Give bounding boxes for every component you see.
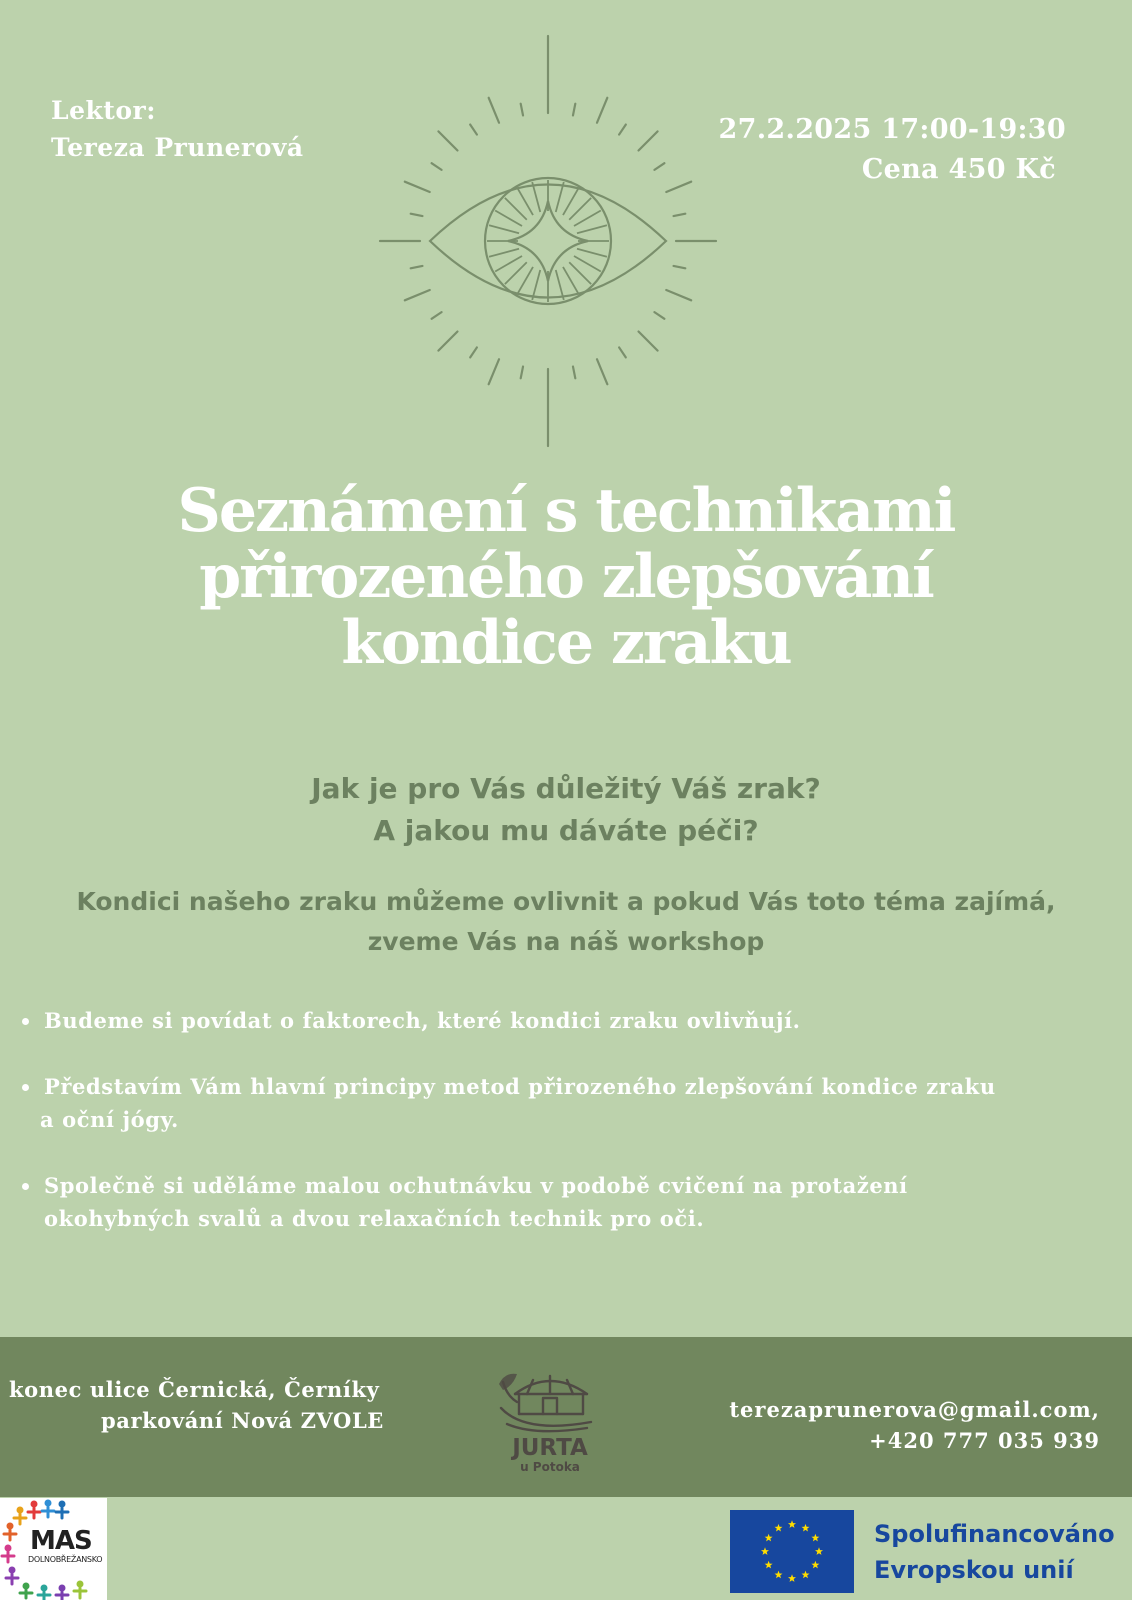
iris-ray bbox=[518, 267, 534, 294]
iris-ray bbox=[556, 270, 564, 300]
eye-ray bbox=[411, 266, 423, 268]
eye-ray bbox=[411, 214, 423, 216]
mas-logo-sub: DOLNOBŘEŽANSKO bbox=[28, 1555, 103, 1564]
title-line-1: Seznámení s technikami bbox=[177, 476, 955, 546]
bullet-text-3a: Společně si uděláme malou ochutnávku v podobě cvičení na protažení bbox=[44, 1173, 908, 1198]
iris-ray bbox=[518, 188, 534, 215]
eye-ray bbox=[470, 347, 477, 357]
venue-address bbox=[9, 1374, 384, 1436]
eye-ray bbox=[619, 347, 626, 357]
iris-ray bbox=[574, 211, 601, 227]
iris-ray bbox=[505, 262, 527, 284]
mas-logo-text: MAS bbox=[30, 1526, 92, 1556]
iris-ray bbox=[563, 267, 579, 294]
contact-block bbox=[729, 1394, 1100, 1456]
venue-logo-sub: u Potoka bbox=[520, 1460, 580, 1474]
eye-ray bbox=[438, 131, 457, 150]
event-info bbox=[719, 110, 1066, 190]
iris-ray bbox=[556, 182, 564, 212]
iris-ray bbox=[532, 270, 540, 300]
iris-ray bbox=[563, 188, 579, 215]
eye-ray bbox=[405, 290, 430, 300]
eu-cofinanced-label bbox=[874, 1516, 1115, 1588]
eye-ray bbox=[674, 214, 686, 216]
workshop-title bbox=[100, 478, 1032, 676]
eye-ray bbox=[674, 266, 686, 268]
eye-ray bbox=[666, 290, 691, 300]
bullet-icon bbox=[22, 1018, 29, 1025]
lector-block bbox=[51, 92, 304, 166]
eye-ray bbox=[405, 182, 430, 192]
lector-name: Tereza Prunerová bbox=[51, 133, 304, 162]
title-line-2: přirozeného zlepšování bbox=[199, 542, 933, 612]
venue-logo-name: JURTA bbox=[512, 1435, 588, 1461]
eye-ray bbox=[639, 131, 658, 150]
iris-ray bbox=[577, 225, 607, 233]
eye-ray bbox=[489, 98, 499, 123]
address-line-2: parkování Nová ZVOLE bbox=[101, 1408, 384, 1433]
bullet-text-2a: Představím Vám hlavní principy metod přirozeného zlepšování kondice zraku bbox=[44, 1074, 996, 1099]
eye-ray bbox=[521, 104, 523, 116]
eye-sunburst-icon bbox=[375, 34, 721, 458]
list-item bbox=[20, 1004, 1120, 1037]
eye-ray bbox=[654, 312, 664, 319]
list-item bbox=[20, 1070, 1120, 1136]
eu-line-1: Spolufinancováno bbox=[874, 1520, 1115, 1548]
event-price: Cena 450 Kč bbox=[861, 154, 1056, 185]
iris-ray bbox=[495, 211, 522, 227]
iris-ray bbox=[577, 249, 607, 257]
bullet-text-1: Budeme si povídat o faktorech, které kondici zraku ovlivňují. bbox=[44, 1008, 801, 1033]
eu-line-2: Evropskou unií bbox=[874, 1556, 1074, 1584]
iris-ray bbox=[569, 262, 591, 284]
iris-ray bbox=[489, 249, 519, 257]
question-line-1: Jak je pro Vás důležitý Váš zrak? bbox=[311, 772, 821, 805]
iris-ray bbox=[574, 256, 601, 272]
invite-line-2: zveme Vás na náš workshop bbox=[367, 927, 765, 956]
intro-invite bbox=[20, 882, 1112, 962]
title-line-3: kondice zraku bbox=[341, 608, 791, 678]
eye-ray bbox=[489, 359, 499, 384]
lector-label: Lektor: bbox=[51, 96, 156, 125]
eye-ray bbox=[619, 125, 626, 135]
eu-flag-icon bbox=[730, 1510, 854, 1593]
eye-ray bbox=[666, 182, 691, 192]
invite-line-1: Kondici našeho zraku můžeme ovlivnit a pokud Vás toto téma zajímá, bbox=[76, 887, 1056, 916]
iris-ray bbox=[505, 198, 527, 220]
address-line-1: konec ulice Černická, Černíky bbox=[9, 1377, 380, 1402]
iris-ray bbox=[489, 225, 519, 233]
bullet-text-2b: a oční jógy. bbox=[40, 1107, 179, 1132]
eye-ray bbox=[573, 104, 575, 116]
mas-logo bbox=[0, 1498, 107, 1600]
iris-ray bbox=[569, 198, 591, 220]
eye-ray bbox=[639, 332, 658, 351]
eye-ray bbox=[573, 367, 575, 379]
eye-ray bbox=[597, 359, 607, 384]
bullet-icon bbox=[22, 1183, 29, 1190]
eye-ray bbox=[654, 163, 664, 170]
eye-ray bbox=[438, 332, 457, 351]
program-list bbox=[20, 1004, 1120, 1268]
contact-phone: +420 777 035 939 bbox=[869, 1428, 1100, 1453]
bullet-text-3b: okohybných svalů a dvou relaxačních technik pro oči. bbox=[44, 1206, 705, 1231]
eye-ray bbox=[432, 312, 442, 319]
bullet-icon bbox=[22, 1084, 29, 1091]
eye-ray bbox=[470, 125, 477, 135]
question-line-2: A jakou mu dáváte péči? bbox=[373, 814, 759, 847]
eye-ray bbox=[521, 367, 523, 379]
iris-ray bbox=[495, 256, 522, 272]
contact-email: terezaprunerova@gmail.com, bbox=[729, 1397, 1100, 1422]
intro-question bbox=[150, 768, 982, 852]
iris-ray bbox=[532, 182, 540, 212]
list-item bbox=[20, 1169, 1120, 1235]
eye-ray bbox=[432, 163, 442, 170]
event-datetime: 27.2.2025 17:00-19:30 bbox=[718, 114, 1066, 145]
eye-ray bbox=[597, 98, 607, 123]
